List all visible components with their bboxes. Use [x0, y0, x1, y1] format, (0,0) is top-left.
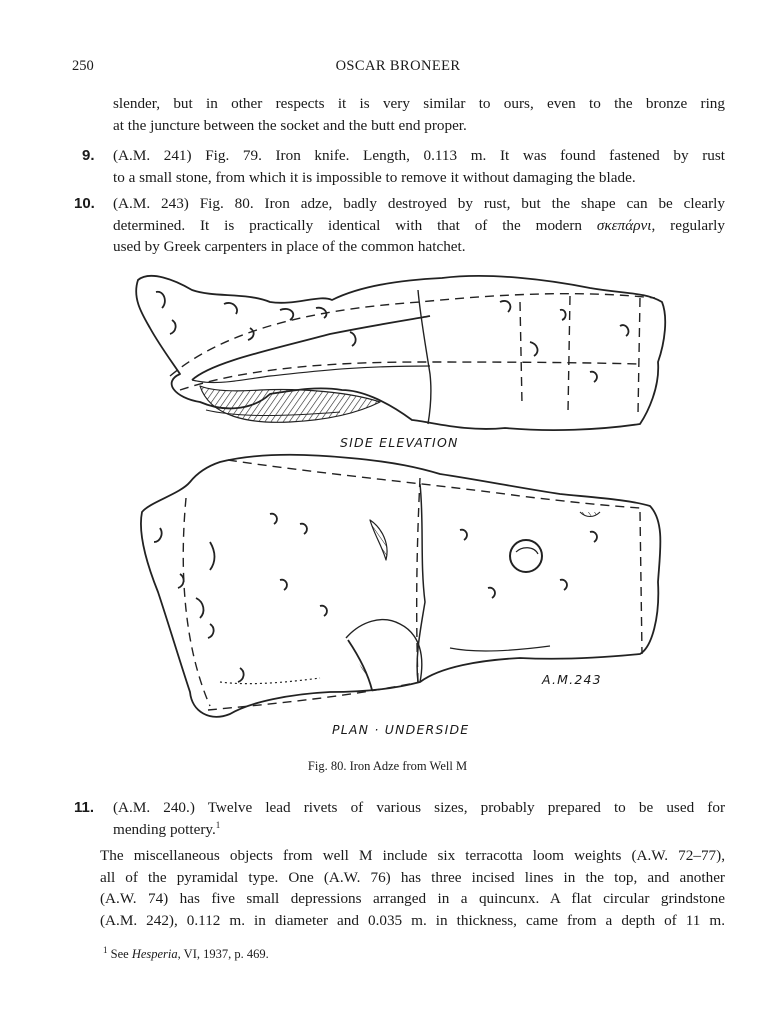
text-line: (A.M. 240.) Twelve lead rivets of various sizes, probably prepared to be used for	[113, 799, 725, 816]
text-line: The miscellaneous objects from well M include six terracotta loom weights (A.W. 72–77),	[100, 847, 725, 864]
side-elevation-drawing	[136, 276, 665, 430]
footnote	[103, 944, 269, 962]
text-line: to a small stone, from which it is impossible to remove it without damaging the blade.	[113, 168, 636, 186]
text-line: (A.M. 242), 0.112 m. in diameter and 0.035 m. in thickness, came from a depth of 11 m.	[100, 911, 725, 929]
text-line: slender, but in other respects it is very similar to ours, even to the bronze ring	[113, 95, 725, 112]
text-line	[113, 819, 725, 841]
text-line: (A.M. 243) Fig. 80. Iron adze, badly destroyed by rust, but the shape can be clearly	[113, 195, 725, 212]
item-number-11: 11.	[74, 799, 95, 816]
page-header	[72, 58, 724, 80]
item-number-9: 9.	[82, 147, 95, 164]
plan-underside-label: PLAN · UNDERSIDE	[332, 722, 470, 737]
continuation-paragraph	[113, 93, 725, 136]
miscellaneous-paragraph	[100, 845, 725, 931]
page-number: 250	[72, 58, 94, 74]
greek-word: σκεπάρνι	[596, 216, 652, 234]
adze-drawing	[120, 262, 680, 742]
specimen-id-label: A.M.243	[542, 672, 602, 687]
text-line: at the juncture between the socket and the butt end proper.	[113, 116, 467, 134]
text-fragment: mending pottery.	[113, 820, 216, 838]
side-elevation-label: SIDE ELEVATION	[340, 435, 459, 450]
footnote-rest: , VI, 1937, p. 469.	[177, 947, 269, 961]
item-number-10: 10.	[74, 195, 95, 212]
text-line: (A.M. 241) Fig. 79. Iron knife. Length, 0.113 m. It was found fastened by rust	[113, 147, 725, 164]
text-line: all of the pyramidal type. One (A.W. 76) has three incised lines in the top, and another	[100, 868, 725, 886]
item-9-paragraph	[113, 145, 725, 188]
figure-caption: Fig. 80. Iron Adze from Well M	[307, 759, 468, 773]
footnote-mark: 1	[103, 944, 108, 955]
item-11-paragraph	[113, 797, 725, 840]
footnote-journal: Hesperia	[131, 947, 178, 961]
adze-figure	[120, 262, 680, 742]
running-head: OSCAR BRONEER	[335, 58, 461, 74]
footnote-prefix: See	[110, 947, 132, 961]
text-fragment: , regularly	[651, 216, 725, 234]
text-line	[113, 215, 725, 237]
text-line: (A.W. 74) has five small depressions arranged in a quincunx. A flat circular grindstone	[100, 890, 725, 907]
text-line: used by Greek carpenters in place of the common hatchet.	[113, 238, 466, 255]
footnote-reference: 1	[215, 819, 221, 830]
item-10-paragraph	[113, 193, 725, 258]
text-fragment: determined. It is practically identical with that of the modern	[113, 216, 597, 234]
